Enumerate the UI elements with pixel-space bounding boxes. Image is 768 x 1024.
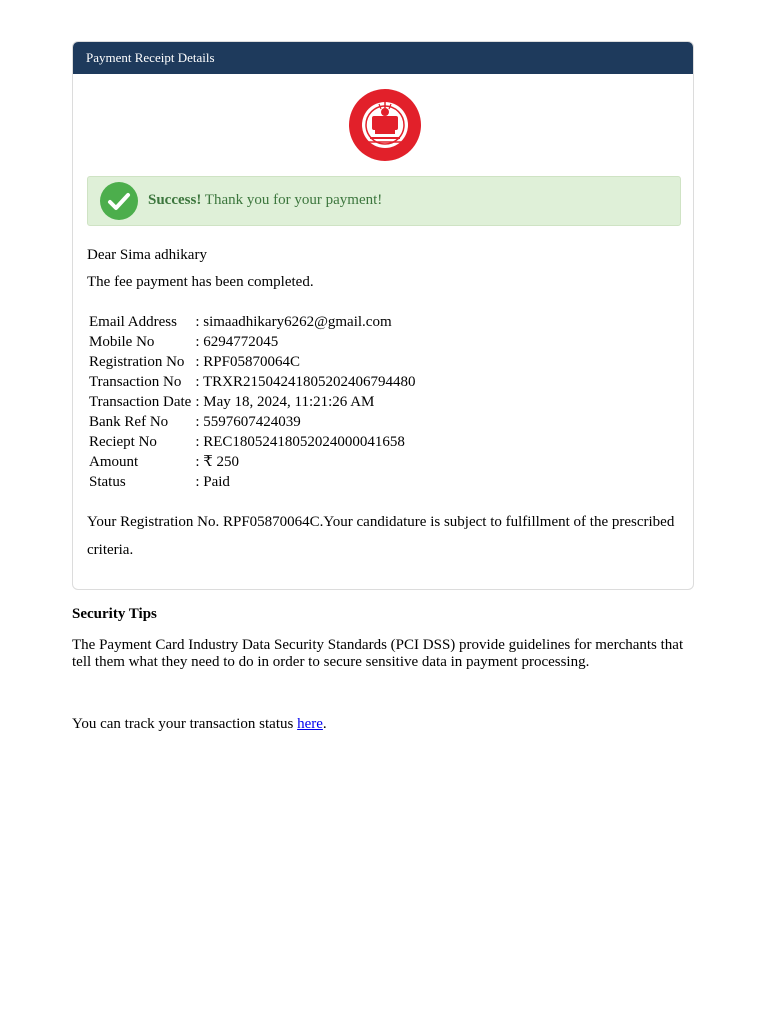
detail-value: : simaadhikary6262@gmail.com — [195, 314, 392, 330]
success-text: Thank you for your payment! — [201, 192, 383, 208]
detail-row-registration — [87, 352, 418, 372]
check-circle-icon — [100, 182, 138, 220]
receipt-card — [72, 41, 694, 590]
detail-label: Reciept No — [89, 434, 157, 450]
security-tips-title: Security Tips — [72, 606, 157, 622]
greeting-text: Dear Sima adhikary — [87, 247, 207, 263]
receipt-details-table — [87, 312, 418, 492]
detail-label: Registration No — [89, 354, 185, 370]
detail-row-email — [87, 312, 418, 332]
track-prefix: You can track your transaction status — [72, 716, 298, 732]
detail-label: Status — [89, 474, 126, 490]
indian-railways-logo-icon — [348, 88, 422, 162]
detail-value: : 6294772045 — [195, 334, 279, 350]
detail-label: Mobile No — [89, 334, 155, 350]
detail-value: : ₹ 250 — [195, 454, 240, 470]
detail-row-mobile — [87, 332, 418, 352]
detail-value: : RPF05870064C — [195, 354, 300, 370]
detail-row-bank-ref — [87, 412, 418, 432]
success-alert — [87, 176, 681, 226]
detail-row-amount — [87, 452, 418, 472]
success-message — [148, 192, 382, 209]
detail-value: : TRXR21504241805202406794480 — [195, 374, 416, 390]
detail-label: Amount — [89, 454, 139, 470]
registration-note: Your Registration No. RPF05870064C.Your candidature is subject to fulfillment of the prescribed criteria. — [87, 514, 675, 558]
security-tips-text: The Payment Card Industry Data Security Standards (PCI DSS) provide guidelines for merchants that tell them what they need to do in order to secure sensitive data in payment processing. — [72, 637, 684, 670]
detail-row-receipt — [87, 432, 418, 452]
detail-label: Transaction No — [89, 374, 182, 390]
detail-row-transaction-no — [87, 372, 418, 392]
track-here-link[interactable]: here — [297, 716, 323, 732]
detail-label: Bank Ref No — [89, 414, 169, 430]
detail-row-status — [87, 472, 418, 492]
detail-value: : REC18052418052024000041658 — [195, 434, 405, 450]
card-header: Payment Receipt Details — [73, 42, 693, 74]
detail-label: Email Address — [89, 314, 177, 330]
detail-label: Transaction Date — [89, 394, 192, 410]
success-strong: Success! — [148, 192, 202, 208]
detail-row-transaction-date — [87, 392, 418, 412]
detail-value: : 5597607424039 — [195, 414, 301, 430]
track-status-text — [72, 716, 327, 733]
track-suffix: . — [322, 716, 327, 732]
detail-value: : Paid — [195, 474, 230, 490]
completion-text: The fee payment has been completed. — [87, 274, 314, 290]
detail-value: : May 18, 2024, 11:21:26 AM — [195, 394, 375, 410]
